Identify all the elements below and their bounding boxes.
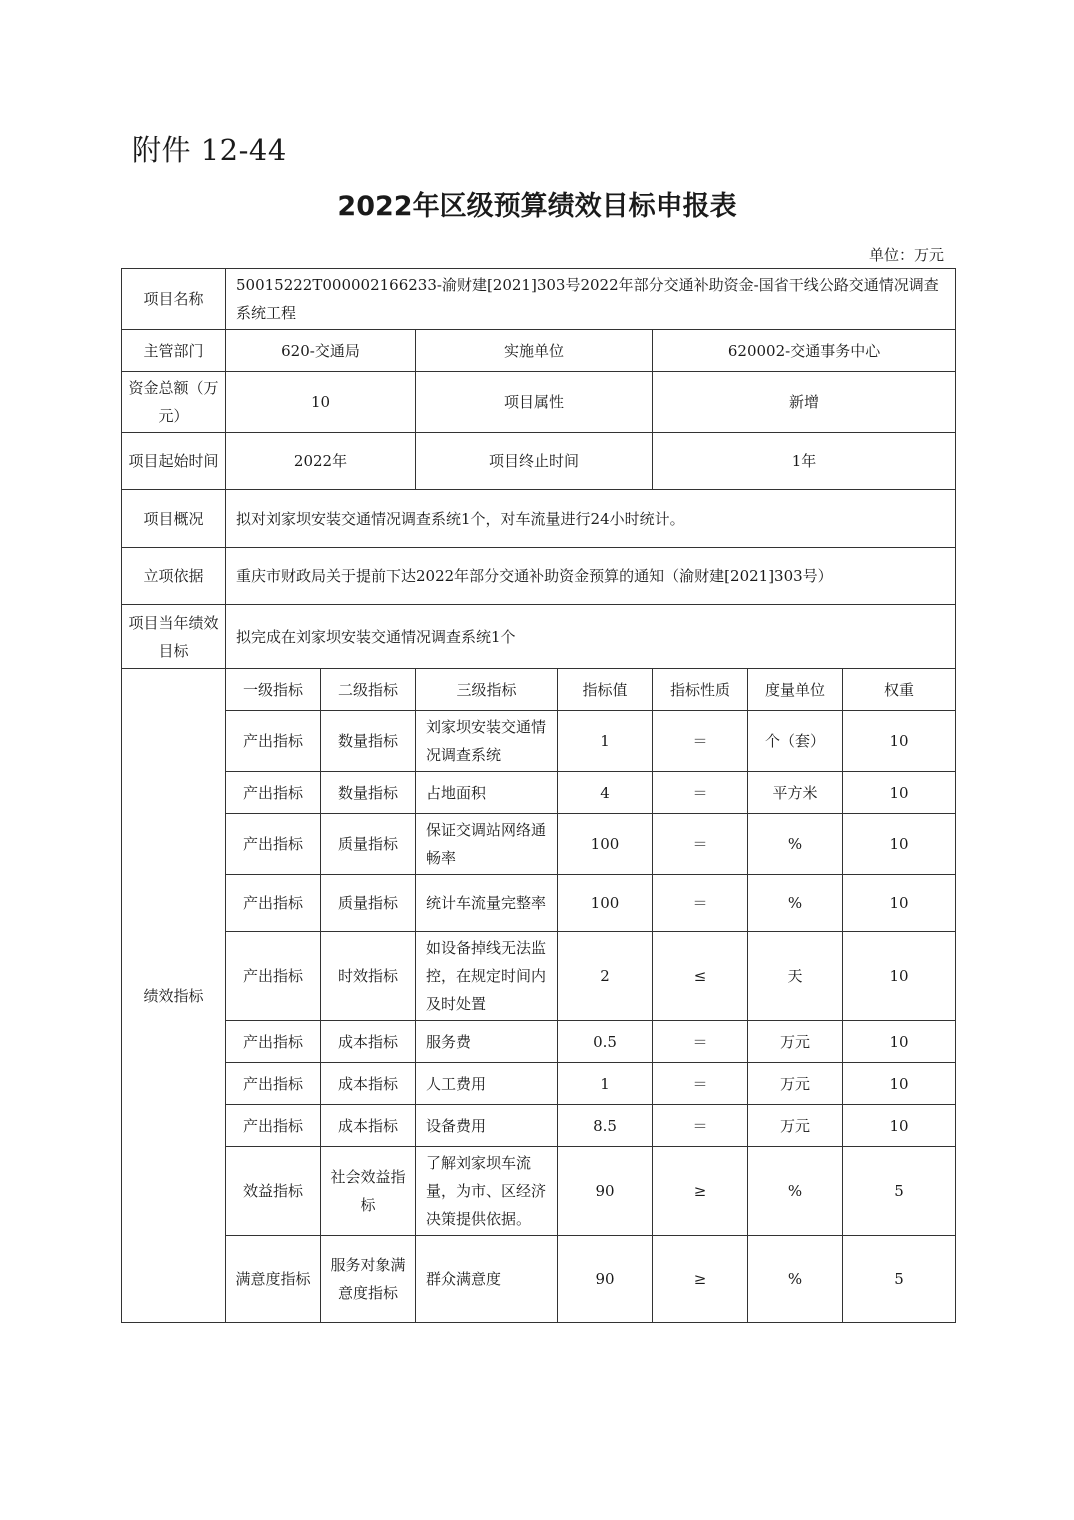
indicator-weight-cell: 10	[843, 932, 956, 1021]
indicator-value-cell: 90	[558, 1236, 653, 1323]
value-end-time: 1年	[653, 433, 956, 490]
indicator-unit-cell: 个（套）	[748, 711, 843, 772]
indicator-nature-cell: ＝	[653, 1105, 748, 1147]
indicator-row	[122, 711, 956, 772]
indicator-l2-cell: 成本指标	[321, 1063, 416, 1105]
indicator-unit-cell: %	[748, 1236, 843, 1323]
indicator-row	[122, 1147, 956, 1236]
label-attribute: 项目属性	[416, 372, 653, 433]
indicator-value-cell: 100	[558, 875, 653, 932]
indicator-nature-cell: ＝	[653, 1063, 748, 1105]
row-dept	[122, 330, 956, 372]
indicator-l3-cell: 保证交调站网络通畅率	[416, 814, 558, 875]
label-indicators: 绩效指标	[122, 669, 226, 1323]
indicator-l1-cell: 产出指标	[226, 1063, 321, 1105]
indicator-value-cell: 4	[558, 772, 653, 814]
indicator-l2-cell: 质量指标	[321, 875, 416, 932]
indicator-value-cell: 8.5	[558, 1105, 653, 1147]
label-goal: 项目当年绩效目标	[122, 605, 226, 669]
indicator-nature-cell: ＝	[653, 814, 748, 875]
header-cell: 度量单位	[748, 669, 843, 711]
indicator-value-cell: 1	[558, 1063, 653, 1105]
indicator-header-row	[122, 669, 956, 711]
indicator-weight-cell: 10	[843, 1063, 956, 1105]
indicator-l2-cell: 质量指标	[321, 814, 416, 875]
indicator-value-cell: 0.5	[558, 1021, 653, 1063]
value-dept: 620-交通局	[226, 330, 416, 372]
label-basis: 立项依据	[122, 548, 226, 605]
value-start-time: 2022年	[226, 433, 416, 490]
indicator-weight-cell: 5	[843, 1147, 956, 1236]
indicator-nature-cell: ≥	[653, 1236, 748, 1323]
indicator-weight-cell: 5	[843, 1236, 956, 1323]
value-total-funds: 10	[226, 372, 416, 433]
row-funds	[122, 372, 956, 433]
indicator-value-cell: 90	[558, 1147, 653, 1236]
indicator-weight-cell: 10	[843, 1021, 956, 1063]
value-attribute: 新增	[653, 372, 956, 433]
row-basis	[122, 548, 956, 605]
indicator-row	[122, 814, 956, 875]
indicator-weight-cell: 10	[843, 875, 956, 932]
indicator-l1-cell: 产出指标	[226, 814, 321, 875]
indicator-l1-cell: 产出指标	[226, 711, 321, 772]
label-impl-unit: 实施单位	[416, 330, 653, 372]
indicator-nature-cell: ＝	[653, 711, 748, 772]
indicator-row	[122, 1236, 956, 1323]
indicator-l2-cell: 时效指标	[321, 932, 416, 1021]
row-goal	[122, 605, 956, 669]
indicator-l2-cell: 社会效益指标	[321, 1147, 416, 1236]
label-total-funds: 资金总额（万元）	[122, 372, 226, 433]
indicator-row	[122, 875, 956, 932]
indicator-weight-cell: 10	[843, 814, 956, 875]
value-basis: 重庆市财政局关于提前下达2022年部分交通补助资金预算的通知（渝财建[2021]303号）	[226, 548, 956, 605]
row-overview	[122, 490, 956, 548]
indicator-l3-cell: 了解刘家坝车流量，为市、区经济决策提供依据。	[416, 1147, 558, 1236]
indicator-unit-cell: %	[748, 1147, 843, 1236]
indicator-nature-cell: ＝	[653, 875, 748, 932]
indicator-value-cell: 100	[558, 814, 653, 875]
indicator-unit-cell: 平方米	[748, 772, 843, 814]
label-end-time: 项目终止时间	[416, 433, 653, 490]
indicator-weight-cell: 10	[843, 772, 956, 814]
indicator-weight-cell: 10	[843, 711, 956, 772]
header-cell: 二级指标	[321, 669, 416, 711]
indicator-l2-cell: 数量指标	[321, 772, 416, 814]
indicator-row	[122, 772, 956, 814]
indicator-l3-cell: 服务费	[416, 1021, 558, 1063]
indicator-unit-cell: 万元	[748, 1021, 843, 1063]
indicator-nature-cell: ≥	[653, 1147, 748, 1236]
attachment-label: 附件 12-44	[132, 133, 287, 167]
row-project-name	[122, 269, 956, 330]
indicator-row	[122, 1063, 956, 1105]
unit-label: 单位：万元	[868, 246, 944, 264]
indicator-l1-cell: 效益指标	[226, 1147, 321, 1236]
indicator-l2-cell: 成本指标	[321, 1105, 416, 1147]
indicator-l1-cell: 产出指标	[226, 932, 321, 1021]
label-overview: 项目概况	[122, 490, 226, 548]
page-title: 2022年区级预算绩效目标申报表	[337, 191, 737, 222]
header-cell: 指标性质	[653, 669, 748, 711]
indicator-l3-cell: 占地面积	[416, 772, 558, 814]
indicator-nature-cell: ＝	[653, 1021, 748, 1063]
indicator-l1-cell: 产出指标	[226, 875, 321, 932]
indicator-row	[122, 1021, 956, 1063]
indicator-nature-cell: ≤	[653, 932, 748, 1021]
indicator-unit-cell: 万元	[748, 1105, 843, 1147]
header-cell: 一级指标	[226, 669, 321, 711]
indicator-l3-cell: 人工费用	[416, 1063, 558, 1105]
label-project-name: 项目名称	[122, 269, 226, 330]
header-cell: 指标值	[558, 669, 653, 711]
indicator-row	[122, 1105, 956, 1147]
indicator-l1-cell: 产出指标	[226, 1021, 321, 1063]
label-start-time: 项目起始时间	[122, 433, 226, 490]
label-dept: 主管部门	[122, 330, 226, 372]
value-project-name: 50015222T000002166233-渝财建[2021]303号2022年部分交通补助资金-国省干线公路交通情况调查系统工程	[226, 269, 956, 330]
indicator-l2-cell: 数量指标	[321, 711, 416, 772]
indicator-row	[122, 932, 956, 1021]
value-impl-unit: 620002-交通事务中心	[653, 330, 956, 372]
indicator-l2-cell: 服务对象满意度指标	[321, 1236, 416, 1323]
indicator-nature-cell: ＝	[653, 772, 748, 814]
performance-target-table	[121, 268, 956, 1323]
header-cell: 三级指标	[416, 669, 558, 711]
indicator-unit-cell: %	[748, 875, 843, 932]
indicator-l1-cell: 产出指标	[226, 1105, 321, 1147]
indicator-unit-cell: %	[748, 814, 843, 875]
indicator-l3-cell: 如设备掉线无法监控，在规定时间内及时处置	[416, 932, 558, 1021]
indicator-l2-cell: 成本指标	[321, 1021, 416, 1063]
indicator-l3-cell: 设备费用	[416, 1105, 558, 1147]
value-overview: 拟对刘家坝安装交通情况调查系统1个，对车流量进行24小时统计。	[226, 490, 956, 548]
row-time	[122, 433, 956, 490]
indicator-l3-cell: 刘家坝安装交通情况调查系统	[416, 711, 558, 772]
indicator-value-cell: 1	[558, 711, 653, 772]
value-goal: 拟完成在刘家坝安装交通情况调查系统1个	[226, 605, 956, 669]
indicator-unit-cell: 天	[748, 932, 843, 1021]
indicator-l3-cell: 统计车流量完整率	[416, 875, 558, 932]
indicator-weight-cell: 10	[843, 1105, 956, 1147]
indicator-unit-cell: 万元	[748, 1063, 843, 1105]
indicator-value-cell: 2	[558, 932, 653, 1021]
indicator-l3-cell: 群众满意度	[416, 1236, 558, 1323]
header-cell: 权重	[843, 669, 956, 711]
indicator-l1-cell: 满意度指标	[226, 1236, 321, 1323]
indicator-l1-cell: 产出指标	[226, 772, 321, 814]
